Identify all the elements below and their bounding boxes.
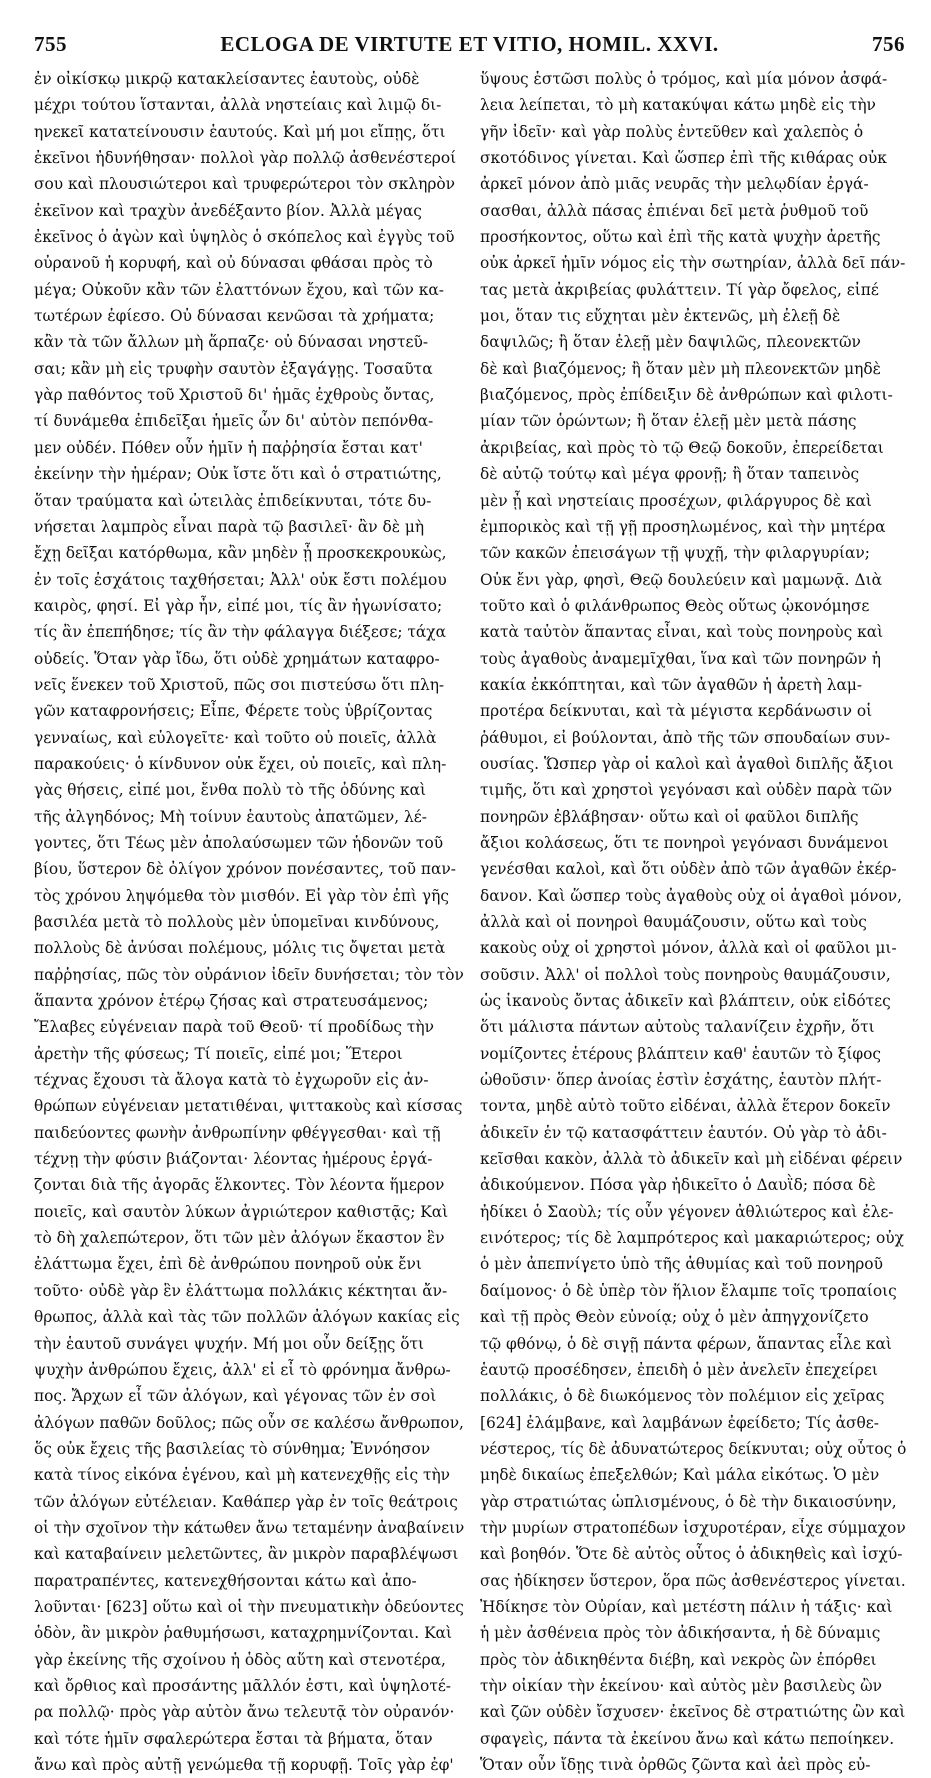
text-line: καὶ καταβαίνειν μελετῶντες, ἂν μικρὸν παραβλέψωσι (34, 1545, 459, 1564)
text-line: τοῦτο καὶ ὁ φιλάνθρωπος Θεὸς οὕτως ᾠκονόμησε (480, 596, 870, 615)
text-line: νομίζοντες ἑτέρους βλάπτειν καθ' ἑαυτῶν τὸ ξίφος (480, 1044, 882, 1063)
text-line: παρατραπέντες, κατενεχθήσονται κάτω καὶ ἀπο- (34, 1571, 417, 1590)
text-line: σασθαι, ἀλλὰ πάσας ἐπιέναι δεῖ μετὰ ῥυθμοῦ τοῦ (480, 201, 869, 220)
text-line: ἄξιοι κολάσεως, ὅτι τε πονηροὶ γεγόνασι δυνάμενοι (480, 833, 889, 852)
text-line: καὶ ζῶν οὐδὲν ἴσχυσεν· ἐκεῖνος δὲ στρατιώτης ὢν καὶ (480, 1703, 906, 1722)
text-line: πρὸς τὸν ἀδικηθέντα διέβη, καὶ νεκρὸς ὢν ἐπόρθει (480, 1650, 877, 1669)
text-line: σαι; κἂν μὴ εἰς τρυφὴν σαυτὸν ἐξαγάγῃς. Τοσαῦτα (34, 359, 433, 378)
text-line: βίου, ὕστερον δὲ ὀλίγον χρόνον πονέσαντες, τοῦ παν- (34, 860, 456, 879)
text-line: οὐκ ἀρκεῖ ἡμῖν νόμος εἰς τὴν σωτηρίαν, ἀλλὰ δεῖ πάν- (480, 254, 906, 273)
text-line: ἐμπορικὸς καὶ τῇ γῇ προσηλωμένος, καὶ τὴν μητέρα (480, 517, 886, 536)
text-line: ἡ μὲν ἀσθένεια πρὸς τὸν ἀδικήσαντα, ἡ δὲ δύναμις (480, 1624, 881, 1643)
text-line: γοντες, ὅτι Τέως μὲν ἀπολαύσωμεν τῶν ἡδονῶν τοῦ (34, 833, 444, 852)
text-line: ἐκείνην τὴν ἡμέραν; Οὐκ ἴστε ὅτι καὶ ὁ στρατιώτης, (34, 465, 442, 484)
text-line: δαψιλῶς; ἢ ὅταν ἐλεῇ μὲν δαψιλῶς, πλεονεκτῶν (480, 333, 861, 352)
left-text-column (34, 66, 464, 1778)
right-text-column (480, 66, 906, 1778)
text-line: καιρὸς, φησί. Εἰ γὰρ ἦν, εἰπέ μοι, τίς ἂν ἠγωνίσατο; (34, 596, 443, 615)
text-line: ὅταν τραύματα καὶ ὠτειλὰς ἐπιδείκνυται, τότε δυ- (34, 491, 432, 510)
text-line: Ἔλαβες εὐγένειαν παρὰ τοῦ Θεοῦ· τί προδίδως τὴν (34, 1018, 435, 1037)
text-line: τέχνας ἔχουσι τὰ ἄλογα κατὰ τὸ ἐγχωροῦν εἰς ἀν- (34, 1071, 429, 1090)
text-line: προσήκοντος, οὕτω καὶ ἐπὶ τῆς κατὰ ψυχὴν ἀρετῆς (480, 228, 881, 247)
text-line: Ὅταν οὖν ἴδῃς τινὰ ὀρθῶς ζῶντα καὶ ἀεὶ πρὸς εὐ- (480, 1756, 871, 1774)
text-line: κεῖσθαι κακὸν, ἀλλὰ τὸ ἀδικεῖν καὶ μὴ εἰδέναι φέρειν (480, 1150, 903, 1169)
text-line: προτέρα δείκνυται, καὶ τὰ μέγιστα κερδάνωσιν οἱ (480, 702, 873, 721)
text-line: θρώπων εὐγένειαν μετατιθέναι, ψιττακοὺς καὶ κίσσας (34, 1097, 463, 1116)
text-line: ἀρετὴν τῆς φύσεως; Τί ποιεῖς, εἰπέ μοι; Ἕτεροι (34, 1044, 403, 1063)
text-line: τίς ἂν ἐπεπήδησε; τίς ἂν τὴν φάλαγγα διέξεσε; τάχα (34, 623, 447, 642)
text-line: τὸς χρόνου ληψόμεθα τὸν μισθόν. Εἰ γὰρ τὸν ἐπὶ γῆς (34, 886, 449, 905)
text-line: τῷ φθόνῳ, ὁ δὲ σιγῇ πάντα φέρων, ἅπαντας εἷλε καὶ (480, 1334, 892, 1353)
text-line: [624] ἐλάμβανε, καὶ λαμβάνων ἐφείδετο; Τίς ἀσθε- (480, 1413, 879, 1432)
text-line: μέχρι τούτου ἵστανται, ἀλλὰ νηστείαις καὶ λιμῷ δι- (34, 96, 442, 115)
text-line: ἐν τοῖς ἐσχάτοις ταχθήσεται; Ἀλλ' οὐκ ἔστι πολέμου (34, 570, 447, 589)
text-line: ἐκεῖνοι ἠδυνήθησαν· πολλοὶ γὰρ πολλῷ ἀσθενέστεροί (34, 149, 457, 168)
text-line: ψυχὴν ἀνθρώπου ἔχεις, ἀλλ' εἰ εἶ τὸ φρόνημα ἄνθρω- (34, 1360, 451, 1379)
text-line: θρωπος, ἀλλὰ καὶ τὰς τῶν πολλῶν ἀλόγων κακίας εἰς (34, 1308, 460, 1327)
text-line: ρα πολλῷ· πρὸς γὰρ αὐτὸν ἄνω τελευτᾷ τὸν οὐρανόν· (34, 1703, 455, 1722)
text-line: πος. Ἄρχων εἶ τῶν ἀλόγων, καὶ γέγονας τῶν ἐν σοὶ (34, 1387, 437, 1406)
text-line: ἑαυτῷ προσέδησεν, ἐπειδὴ ὁ μὲν ἀνελεῖν ἐπεχείρει (480, 1360, 878, 1379)
text-line: βιαζόμενος, πρὸς ἐπίδειξιν δὲ ἀνθρώπων καὶ φιλοτι- (480, 386, 893, 405)
text-line: ἅπαντα χρόνον ἑτέρῳ ζήσας καὶ στρατευσάμενος; (34, 992, 429, 1011)
text-line: τῶν ἀλόγων εὐτέλειαν. Καθάπερ γὰρ ἐν τοῖς θεάτροις (34, 1492, 458, 1511)
text-line: ἐν οἰκίσκῳ μικρῷ κατακλείσαντες ἑαυτοὺς, οὐδὲ (34, 70, 420, 88)
text-line: μεν οὐδέν. Πόθεν οὖν ἡμῖν ἡ παῤῥησία ἔσται κατ' (34, 438, 423, 457)
text-line: γῶν καταφρονήσεις; Εἶπε, Φέρετε τοὺς ὑβρίζοντας (34, 702, 433, 721)
text-line: σφαγεὶς, πάντα τὰ ἐκείνου ἄνω καὶ κάτω πεποίηκεν. (480, 1729, 895, 1748)
text-line: κακία ἐκκόπτηται, καὶ τῶν ἀγαθῶν ἡ ἀρετὴ λαμ- (480, 675, 863, 694)
text-line: δανον. Καὶ ὥσπερ τοὺς ἀγαθοὺς οὐχ οἱ ἀγαθοὶ μόνον, (480, 886, 902, 905)
text-line: παῤῥησίας, πῶς τὸν οὐράνιον ἰδεῖν δυνήσεται; τὸν τὸν (34, 965, 464, 984)
text-line: ὁδὸν, ἂν μικρὸν ῥαθυμήσωσι, καταχρημνίζονται. Καὶ (34, 1624, 452, 1643)
text-line: τῶν κακῶν ἐπεισάγων τῇ ψυχῇ, τὴν φιλαργυρίαν; (480, 544, 870, 563)
text-line: τὴν ἑαυτοῦ συνάγει ψυχήν. Μή μοι οὖν δείξῃς ὅτι (34, 1334, 425, 1353)
text-line: σκοτόδινος γίνεται. Καὶ ὥσπερ ἐπὶ τῆς κιθάρας οὐκ (480, 149, 887, 168)
text-line: πονηρῶν ἐβλάβησαν· οὕτω καὶ οἱ φαῦλοι διπλῆς (480, 807, 859, 826)
text-line: οἱ τὴν σχοῖνον τὴν κάτωθεν ἄνω τεταμένην ἀναβαίνειν (34, 1518, 465, 1537)
text-line: τέχνῃ τὴν φύσιν βιάζονται· λέοντας ἡμέρους ἐργά- (34, 1150, 433, 1169)
text-line: εινότερος; τίς δὲ λαμπρότερος καὶ μακαριώτερος; οὐχ (480, 1229, 904, 1248)
text-line: ὅς οὐκ ἔχεις τῆς βασιλείας τὸ σύνθημα; Ἐννόησον (34, 1439, 431, 1458)
text-line: ἄνω καὶ πρὸς αὐτῇ γενώμεθα τῇ κορυφῇ. Τοῖς γὰρ ἐφ' (34, 1756, 454, 1774)
text-line: ἀλόγων παθῶν δοῦλος; πῶς οὖν σε καλέσω ἄνθρωπον, (34, 1413, 464, 1432)
text-line: ἀκριβείας, καὶ πρὸς τὸ τῷ Θεῷ δοκοῦν, ἐπερείδεται (480, 438, 884, 457)
text-line: τὴν μυρίων στρατοπέδων ἰσχυροτέραν, εἶχε σύμμαχον (480, 1518, 906, 1537)
text-line: ἀλλὰ καὶ οἱ πονηροὶ θαυμάζουσιν, οὕτω καὶ τοὺς (480, 913, 867, 931)
text-line: ἀδικούμενον. Πόσα γὰρ ἠδικεῖτο ὁ Δαυῒδ; πόσα δὲ (480, 1176, 876, 1195)
text-line: γενέσθαι καλοὶ, καὶ ὅτι οὐδὲν ἀπὸ τῶν ἀγαθῶν ἐκέρ- (480, 860, 897, 879)
text-line: κατὰ ταὐτὸν ἅπαντας εἶναι, καὶ τοὺς πονηροὺς καὶ (480, 623, 884, 642)
text-line: πολλοὺς δὲ ἀνύσαι πολέμους, μόλις τις ὄψεται μετὰ (34, 939, 446, 958)
text-line: βασιλέα μετὰ τὸ πολλοὺς μὲν ὑπομεῖναι κινδύνους, (34, 913, 440, 931)
text-line: Οὐκ ἔνι γὰρ, φησὶ, Θεῷ δουλεύειν καὶ μαμωνᾷ. Διὰ (480, 570, 882, 589)
text-line: τοῦτο· οὐδὲ γὰρ ἓν ἐλάττωμα πολλάκις κέκτηται ἄν- (34, 1281, 448, 1300)
text-line: τὴν οἰκίαν τὴν ἐκείνου· καὶ αὐτὸς μὲν βασιλεὺς ὢν (480, 1676, 883, 1695)
text-line: σοῦσιν. Ἀλλ' οἱ πολλοὶ τοὺς πονηροὺς θαυμάζουσιν, (480, 965, 891, 984)
text-line: ὅτι μάλιστα πάντων αὐτοὺς ταλανίζειν ἐχρῆν, ὅτι (480, 1018, 875, 1037)
text-line: τας μετὰ ἀκριβείας φυλάττειν. Τί γὰρ ὄφελος, εἰπέ (480, 280, 879, 299)
text-line: ἠδίκει ὁ Σαοὺλ; τίς οὖν γέγονεν ἀθλιώτερος καὶ ἐλε- (480, 1202, 894, 1221)
text-line: σου καὶ πλουσιώτεροι καὶ τρυφερώτεροι τὸν σκληρὸν (34, 175, 456, 194)
text-line: γὰρ παθόντος τοῦ Χριστοῦ δι' ἡμᾶς ἐχθροὺς ὄντας, (34, 386, 435, 405)
text-line: μὲν ᾖ καὶ νηστείαις προσέχων, φιλάργυρος δὲ καὶ (480, 491, 872, 510)
text-line: ἀρκεῖ μόνον ἀπὸ μιᾶς νευρᾶς τὴν μελῳδίαν ἐργά- (480, 175, 869, 194)
text-line: ὁ μὲν ἀπεπνίγετο ὑπὸ τῆς ἀθυμίας καὶ τοῦ πονηροῦ (480, 1255, 883, 1274)
text-line: ἐλάττωμα ἔχει, ἐπὶ δὲ ἀνθρώπου πονηροῦ οὐκ ἔνι (34, 1255, 422, 1274)
text-line: νεῖς ἕνεκεν τοῦ Χριστοῦ, πῶς σοι πιστεύσω ὅτι πλη- (34, 675, 445, 694)
text-line: ὠθοῦσιν· ὅπερ ἀνοίας ἐστὶν ἐσχάτης, ἑαυτὸν πλήτ- (480, 1071, 882, 1090)
text-line: καὶ τότε ἡμῖν σφαλερώτερα ἔσται τὰ βήματα, ὅταν (34, 1729, 433, 1748)
text-line: λοῦνται· [623] οὕτω καὶ οἱ τὴν πνευματικὴν ὁδεύοντες (34, 1597, 464, 1616)
text-line: τῆς ἀλγηδόνος; Μὴ τοίνυν ἑαυτοὺς ἀπατῶμεν, λέ- (34, 807, 427, 826)
text-line: τοντα, μηδὲ αὐτὸ τοῦτο εἰδέναι, ἀλλὰ ἕτερον δοκεῖν (480, 1097, 891, 1116)
text-line: μηδὲ δικαίως ἐπεξελθών; Καὶ μάλα εἰκότως. Ὁ μὲν (480, 1466, 880, 1485)
text-line: Ἠδίκησε τὸν Οὐρίαν, καὶ μετέστη πάλιν ἡ τάξις· καὶ (480, 1597, 893, 1616)
text-line: γῆν ἰδεῖν· καὶ γὰρ πολὺς ἐντεῦθεν καὶ χαλεπὸς ὁ (480, 122, 864, 141)
text-line: λεια λείπεται, τὸ μὴ κατακύψαι κάτω μηδὲ εἰς τὴν (480, 96, 876, 115)
text-line: δὲ αὐτῷ τούτῳ καὶ μέγα φρονῇ; ἢ ὅταν ταπεινὸς (480, 465, 860, 484)
running-title: ECLOGA DE VIRTUTE ET VITIO, HOMIL. XXVI. (220, 32, 719, 56)
text-line: καὶ ὄρθιος καὶ προσάντης μᾶλλόν ἐστι, καὶ ὑψηλοτέ- (34, 1676, 452, 1695)
text-line: γὰρ ἐκείνης τῆς σχοίνου ἡ ὁδὸς αὕτη καὶ στενοτέρα, (34, 1650, 446, 1669)
text-line: τοὺς ἀγαθοὺς ἀναμεμῖχθαι, ἵνα καὶ τῶν πονηρῶν ἡ (480, 649, 881, 668)
text-line: καὶ τῇ πρὸς Θεὸν εὐνοίᾳ; οὐχ ὁ μὲν ἀπηγχονίζετο (480, 1308, 869, 1327)
running-head (34, 32, 905, 58)
text-line: πολλάκις, ὁ δὲ διωκόμενος τὸν πολέμιον εἰς χεῖρας (480, 1387, 885, 1406)
text-line: μίαν τῶν ὁρώντων; ἢ ὅταν ἐλεῇ μὲν μετὰ πάσης (480, 412, 857, 431)
right-page-number: 756 (872, 32, 905, 56)
text-line: τί δυνάμεθα ἐπιδεῖξαι ἡμεῖς ὧν δι' αὐτὸν πεπόνθα- (34, 412, 434, 431)
text-line: δαίμονος· ὁ δὲ ὑπὲρ τὸν ἥλιον ἔλαμπε τοῖς τροπαίοις (480, 1281, 897, 1300)
text-line: νέστερος, τίς δὲ ἀδυνατώτερος δείκνυται; οὐχ οὗτος ὁ (480, 1439, 907, 1458)
text-line: ἀδικεῖν ἐν τῷ κατασφάττειν ἑαυτόν. Οὐ γὰρ τὸ ἀδι- (480, 1123, 887, 1142)
text-line: ὕψους ἑστῶσι πολὺς ὁ τρόμος, καὶ μία μόνον ἀσφά- (480, 70, 888, 88)
text-line: γὰρ στρατιώτας ὡπλισμένους, ὁ δὲ τὴν δικαιοσύνην, (480, 1492, 897, 1511)
text-line: τωτέρων ἐφίεσο. Οὐ δύνασαι κενῶσαι τὰ χρήματα; (34, 307, 435, 326)
text-line: σας ἠδίκησεν ὕστερον, ὅρα πῶς ἀσθενέστερος γίνεται. (480, 1571, 906, 1590)
text-line: ἔχῃ δεῖξαι κατόρθωμα, κἂν μηδὲν ᾖ προσκεκρουκὼς, (34, 544, 447, 563)
text-line: ὡς ἱκανοὺς ὄντας ἀδικεῖν καὶ βλάπτειν, οὐκ εἰδότες (480, 992, 891, 1011)
text-line: μέγα; Οὐκοῦν κἂν τῶν ἐλαττόνων ἔχου, καὶ τῶν κα- (34, 280, 444, 299)
text-line: κατὰ τίνος εἰκόνα ἐγένου, καὶ μὴ κατενεχθῇς εἰς τὴν (34, 1466, 451, 1485)
text-line: δὲ καὶ βιαζόμενος; ἢ ὅταν μὲν μὴ πλεονεκτῶν μηδὲ (480, 359, 881, 378)
left-page-number: 755 (34, 32, 67, 56)
text-line: νήσεται λαμπρὸς εἶναι παρὰ τῷ βασιλεῖ· ἂν δὲ μὴ (34, 517, 425, 536)
text-line: γὰς θήσεις, εἰπέ μοι, ἔνθα πολὺ τὸ τῆς ὀδύνης καὶ (34, 781, 427, 800)
text-line: ζονται διὰ τῆς ἀγορᾶς ἕλκοντες. Τὸν λέοντα ἥμερον (34, 1176, 445, 1195)
text-line: κἂν τὰ τῶν ἄλλων μὴ ἅρπαζε· οὐ δύνασαι νηστεῦ- (34, 333, 429, 352)
text-line: γενναίως, καὶ εὐλογεῖτε· καὶ τοῦτο οὐ ποιεῖς, ἀλλὰ (34, 728, 437, 747)
text-line: μοι, ὅταν τις εὔχηται μὲν ἐκτενῶς, μὴ ἐλεῇ δὲ (480, 307, 841, 326)
text-line: κακοὺς οὐχ οἱ χρηστοὶ μόνον, ἀλλὰ καὶ οἱ φαῦλοι μι- (480, 939, 897, 958)
text-line: παιδεύοντες φωνὴν ἀνθρωπίνην φθέγγεσθαι· καὶ τῇ (34, 1123, 441, 1142)
text-line: καὶ βοηθόν. Ὅτε δὲ αὐτὸς οὗτος ὁ ἀδικηθεὶς καὶ ἰσχύ- (480, 1545, 903, 1564)
text-line: ποιεῖς, καὶ σαυτὸν λύκων ἀγριώτερον καθιστᾷς; Καὶ (34, 1202, 449, 1221)
text-line: τιμῆς, ὅτι καὶ χρηστοὶ γεγόνασι καὶ οὐδὲν παρὰ τῶν (480, 781, 893, 800)
text-line: οὐδείς. Ὅταν γὰρ ἴδω, ὅτι οὐδὲ χρημάτων καταφρο- (34, 649, 440, 668)
text-line: οὐρανοῦ ἡ κορυφή, καὶ οὐ δύνασαι φθάσαι πρὸς τὸ (34, 254, 433, 273)
text-line: παρακούεις· ὁ κίνδυνον οὐκ ἔχει, οὐ ποιεῖς, καὶ πλη- (34, 754, 447, 773)
text-line: ἐκεῖνος ὁ ἀγὼν καὶ ὑψηλὸς ὁ σκόπελος καὶ ἐγγὺς τοῦ (34, 228, 455, 247)
text-line: ηνεκεῖ κατατείνουσιν ἑαυτούς. Καὶ μή μοι εἴπῃς, ὅτι (34, 122, 446, 141)
text-line: ἐκεῖνον καὶ τραχὺν ἀνεδέξαντο βίον. Ἀλλὰ μέγας (34, 201, 422, 220)
text-line: ῥάθυμοι, εἰ βούλονται, ἀπὸ τῆς τῶν σπουδαίων συν- (480, 728, 891, 747)
text-line: ουσίας. Ὥσπερ γὰρ οἱ καλοὶ καὶ ἀγαθοὶ διπλῆς ἄξιοι (480, 754, 894, 773)
text-line: τὸ δὴ χαλεπώτερον, ὅτι τῶν μὲν ἀλόγων ἕκαστον ἓν (34, 1229, 445, 1248)
